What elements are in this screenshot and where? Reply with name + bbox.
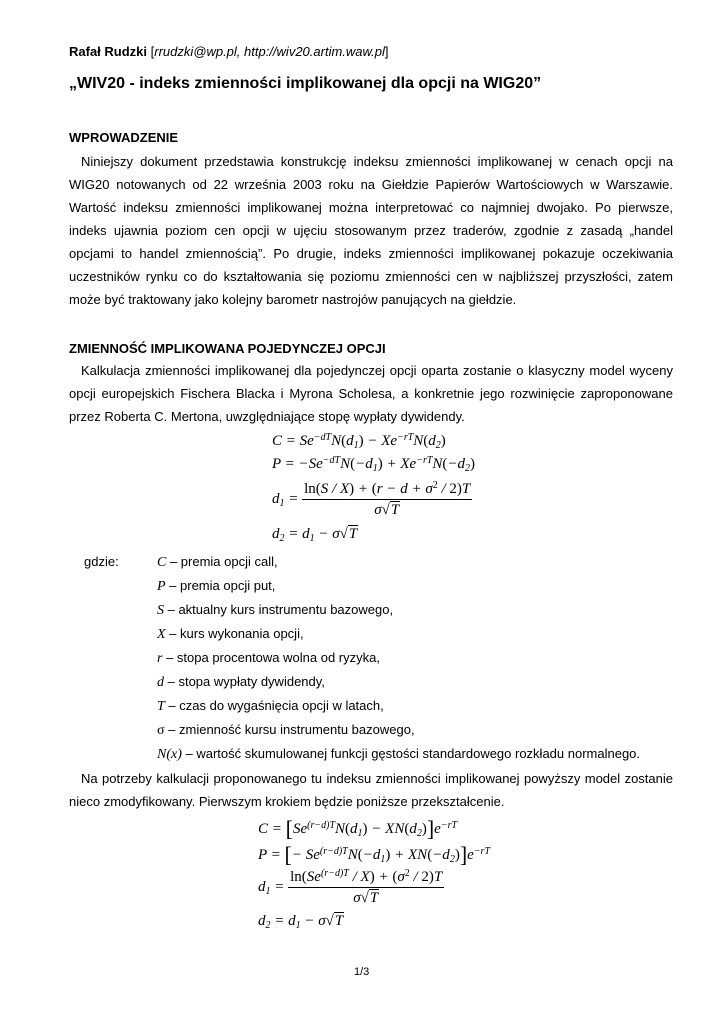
definitions-label: gdzie: <box>84 554 119 569</box>
formula-call-modified: $C = [Se^{(r-d)T}N(d_1) - XN(d_2)]e^{-rT}$ <box>258 816 458 841</box>
intro-paragraph: Niniejszy dokument przedstawia konstrukcję indeksu zmienności implikowanej w cenach opcji na WIG20 notowanych od 22 września 2003 roku na Giełdzie Papierów Wartościowych w Warszawie. Wartość indeksu zmienności implikowanej można interpretować co najmniej dwojako. Po pierwsze, indeks ujawnia poziom cen opcji w ujęciu stosowanym przez traderów, zgodnie z zasadą „handel opcjami to handel zmiennością”. Po drugie, indeks zmienności implikowanej pokazuje oczekiwania uczestników rynku co do kształtowania się poziomu zmienności cen w najbliższej przyszłości, zatem może być traktowany jako kolejny barometr nastrojów panujących na giełdzie. <box>69 154 673 307</box>
formula-d1-modified: $d_1$ = $\frac{\ln(Se^{(r-d)T} / X) + (\sigma^2 / 2)T}{\sigma√T}$ <box>258 868 443 906</box>
page-number: 1/3 <box>354 966 370 978</box>
definition-item: N(x) – wartość skumulowanej funkcji gęstości standardowego rozkładu normalnego. <box>157 746 641 762</box>
section2-heading: ZMIENNOŚĆ IMPLIKOWANA POJEDYNCZEJ OPCJI <box>69 341 386 356</box>
author-line: Rafał Rudzki [rrudzki@wp.pl, http://wiv20.artim.waw.pl] <box>69 44 389 59</box>
formula-put: $P = -Se^{-dT}N(-d_1) + Xe^{-rT}N(-d_2)$ <box>272 455 476 474</box>
definition-item: σ – zmienność kursu instrumentu bazowego, <box>157 722 415 738</box>
definition-item: P – premia opcji put, <box>157 578 276 594</box>
author-contact: rrudzki@wp.pl, http://wiv20.artim.waw.pl <box>154 44 385 59</box>
definition-item: d – stopa wypłaty dywidendy, <box>157 674 325 690</box>
document-title: „WIV20 - indeks zmienności implikowanej dla opcji na WIG20” <box>69 75 542 92</box>
definition-item: C – premia opcji call, <box>157 554 278 570</box>
formula-d2: $d_2 = d_1 - \sigma√T$ <box>272 526 358 544</box>
intro-heading: WPROWADZENIE <box>69 130 179 145</box>
definition-item: S – aktualny kurs instrumentu bazowego, <box>157 602 394 618</box>
definition-item: X – kurs wykonania opcji, <box>157 626 304 642</box>
formula-put-modified: P = [− $Se^{(r-d)T}N(-d_1) + XN(-d_2)]e^{-rT}$ <box>258 842 491 867</box>
section3-paragraph: Na potrzeby kalkulacji proponowanego tu indeksu zmienności implikowanej powyższy model zostanie nieco zmodyfikowany. Pierwszym krokiem będzie poniższe przekształcenie. <box>69 771 673 809</box>
definitions-list <box>157 550 640 766</box>
definition-item: r – stopa procentowa wolna od ryzyka, <box>157 650 380 666</box>
formula-call: $C = Se^{-dT}N(d_1) - Xe^{-rT}N(d_2)$ <box>272 432 446 451</box>
author-name: Rafał Rudzki <box>69 44 148 59</box>
section2-paragraph: Kalkulacja zmienności implikowanej dla pojedynczej opcji oparta zostanie o klasyczny model wyceny opcji europejskich Fischera Blacka i Myrona Scholesa, a konkretnie jego rozwinięcie zaproponowane przez Roberta C. Mertona, uwzględniające stopę wypłaty dywidendy. <box>69 363 673 424</box>
formula-d2-modified: $d_2 = d_1 - \sigma√T$ <box>258 913 344 931</box>
formula-d1: $d_1$ = $\frac{\ln(S / X) + (r - d + \sigma^2 / 2)T}{\sigma√T}$ <box>272 480 471 518</box>
definition-item: T – czas do wygaśnięcia opcji w latach, <box>157 698 384 714</box>
